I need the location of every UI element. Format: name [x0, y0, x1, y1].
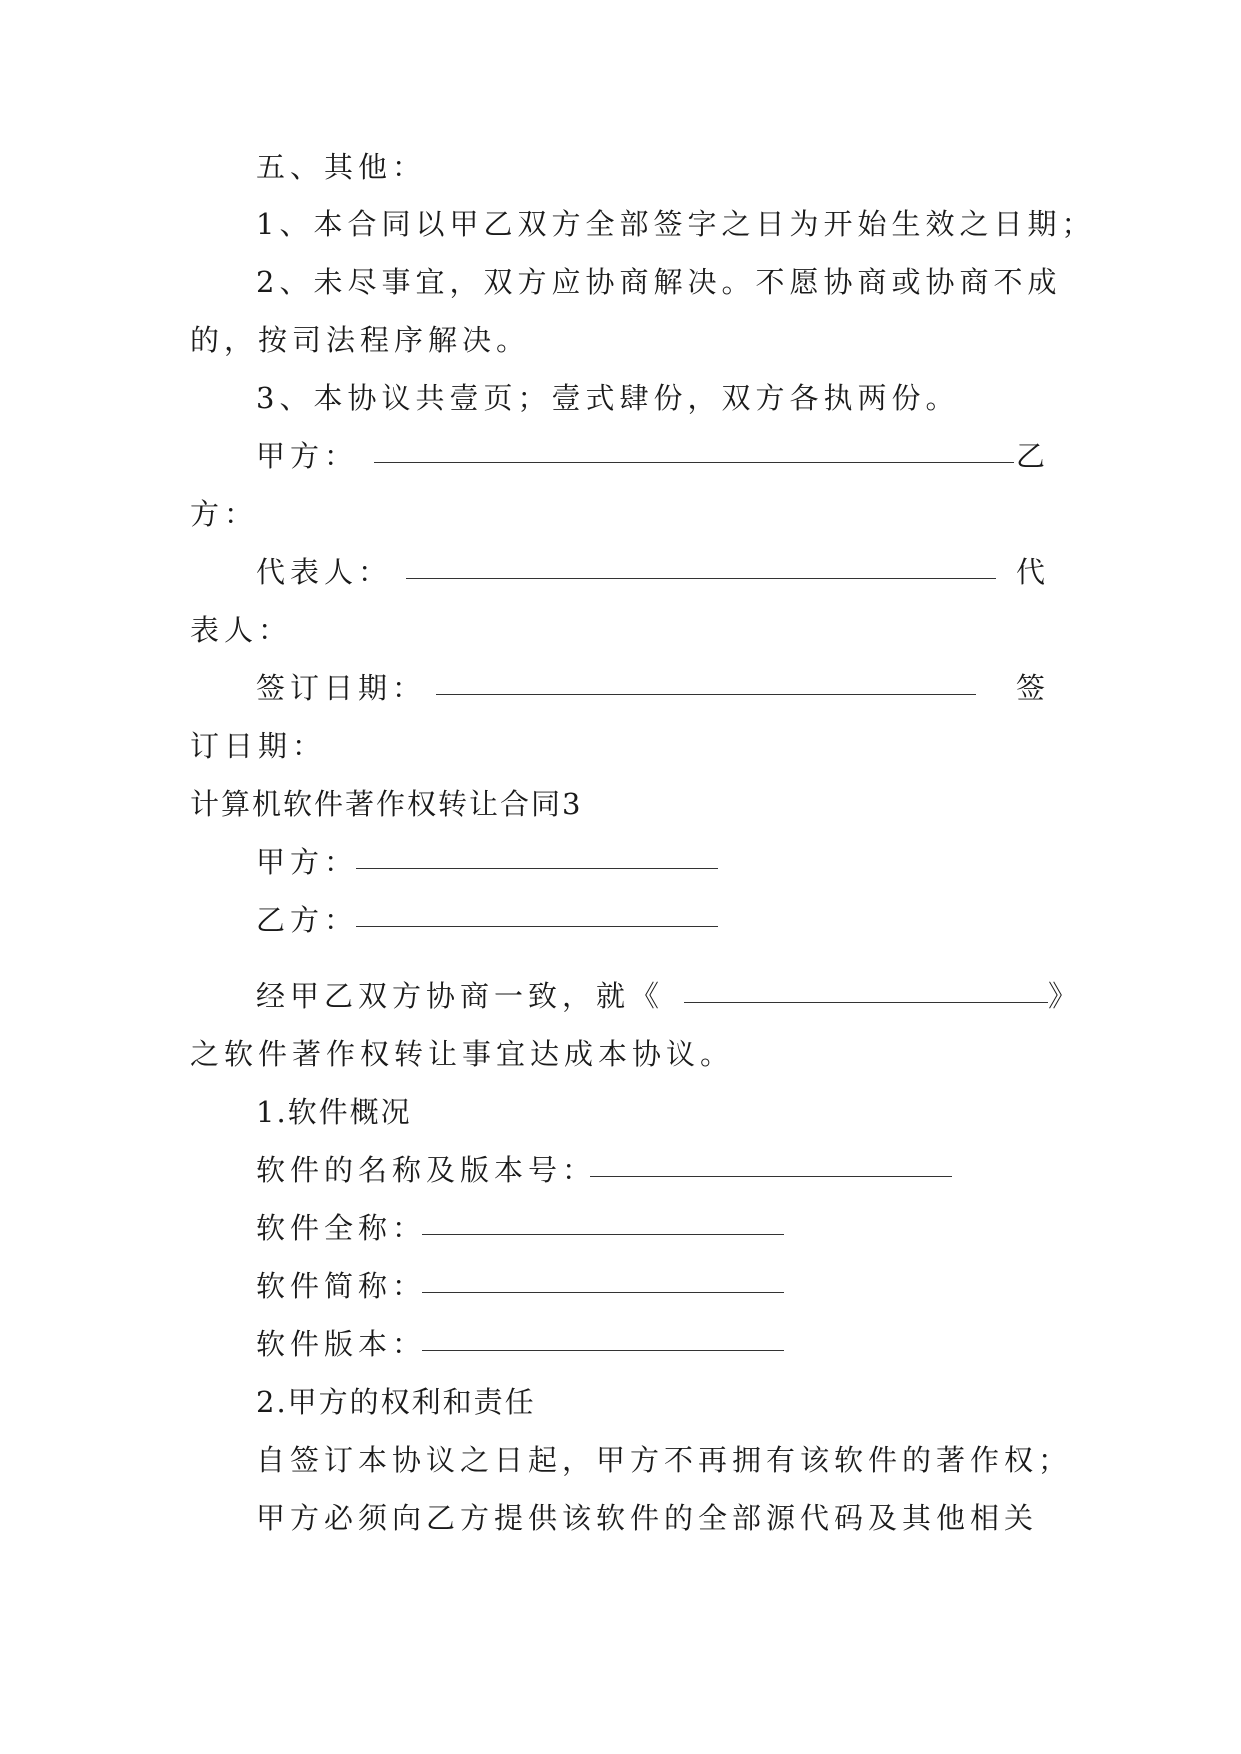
software-name-version-line: 软件的名称及版本号：	[0, 1150, 1241, 1190]
contract-title: 计算机软件著作权转让合同3	[190, 787, 583, 821]
software-short-name-blank	[422, 1266, 784, 1293]
clause-2: 2、未尽事宜，双方应协商解决。不愿协商或协商不成	[256, 265, 1062, 299]
software-overview-heading: 1.软件概况	[256, 1095, 412, 1129]
software-full-name-line: 软件全称：	[0, 1208, 1241, 1248]
software-name-blank	[684, 976, 1048, 1003]
signing-date-line: 签订日期： 签	[0, 668, 1241, 708]
party-b-name-blank	[356, 900, 718, 927]
party-a-rights-text-1: 自签订本协议之日起，甲方不再拥有该软件的著作权；	[256, 1443, 1073, 1477]
signing-date-label-b: 订日期：	[190, 729, 327, 763]
software-full-name-blank	[422, 1208, 784, 1235]
software-version-blank	[422, 1324, 784, 1351]
party-a-rights-heading: 2.甲方的权利和责任	[256, 1385, 536, 1419]
software-name-version-blank	[590, 1150, 952, 1177]
representative-line: 代表人： 代	[0, 552, 1241, 592]
party-a-blank	[374, 436, 1014, 463]
software-short-name-line: 软件简称：	[0, 1266, 1241, 1306]
software-version-line: 软件版本：	[0, 1324, 1241, 1364]
section-heading-other: 五、其他：	[256, 150, 427, 184]
representative-blank	[406, 552, 996, 579]
signing-date-blank	[436, 668, 976, 695]
party-a-name-blank	[356, 842, 718, 869]
party-a-line: 甲方：	[0, 842, 1241, 882]
agreement-intro-continued: 之软件著作权转让事宜达成本协议。	[190, 1037, 735, 1071]
party-b-signature-label: 方：	[190, 497, 259, 531]
clause-1: 1、本合同以甲乙双方全部签字之日为开始生效之日期；	[256, 207, 1096, 241]
clause-3: 3、本协议共壹页；壹式肆份，双方各执两份。	[256, 381, 960, 415]
party-b-line: 乙方：	[0, 900, 1241, 940]
party-a-signature-line: 甲方： 乙	[0, 436, 1241, 476]
agreement-intro: 经甲乙双方协商一致，就《 》	[0, 976, 1241, 1016]
representative-label-b: 表人：	[190, 613, 293, 647]
clause-2-continued: 的，按司法程序解决。	[190, 323, 531, 357]
party-a-rights-text-2: 甲方必须向乙方提供该软件的全部源代码及其他相关	[256, 1501, 1039, 1535]
